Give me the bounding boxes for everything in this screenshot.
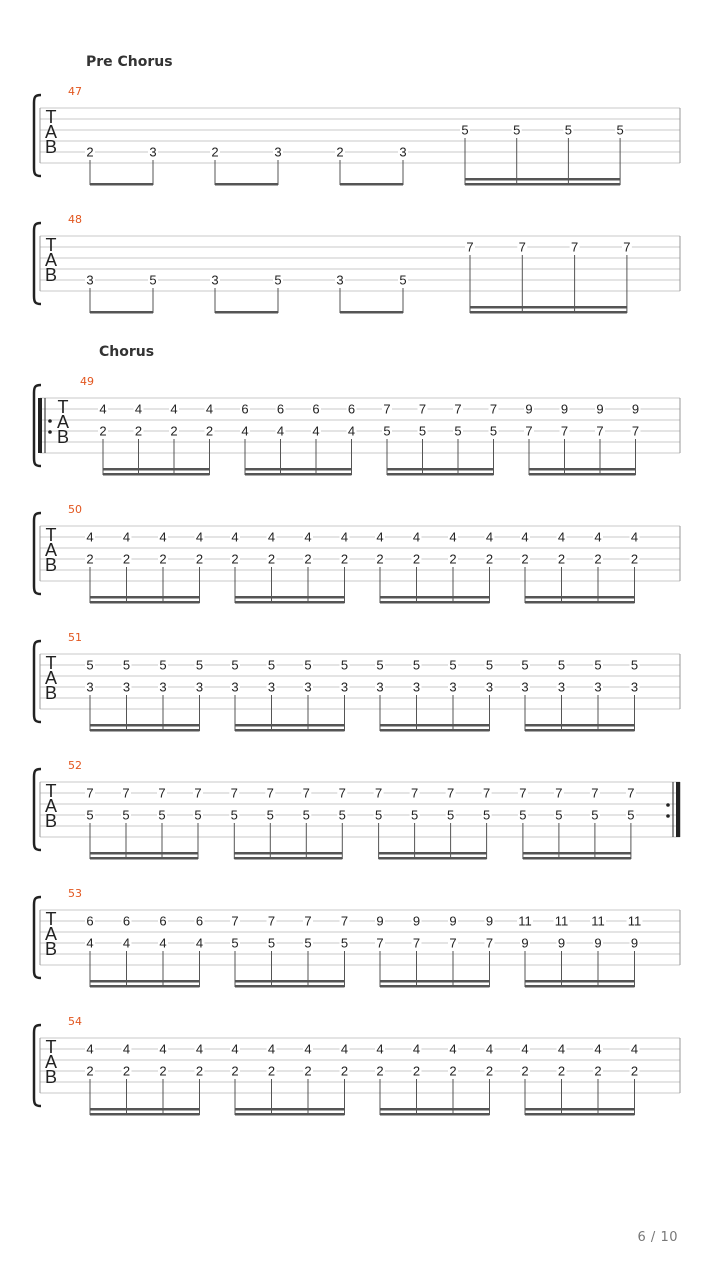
tab-clef-letter: A: [44, 250, 58, 270]
fret-number: 4: [195, 1041, 204, 1057]
fret-number: 2: [485, 551, 494, 567]
fret-number: 2: [594, 551, 602, 567]
fret-number: 5: [410, 807, 419, 823]
fret-number: 5: [485, 657, 494, 673]
fret-number: 4: [521, 1041, 529, 1057]
fret-number: 4: [340, 1041, 349, 1057]
fret-number: 7: [340, 913, 349, 929]
tab-clef-letter: B: [44, 137, 58, 157]
fret-number: 5: [454, 423, 462, 439]
fret-number: 4: [241, 423, 249, 439]
fret-number: 6: [347, 401, 356, 417]
fret-number: 7: [410, 785, 419, 801]
fret-number: 4: [170, 401, 178, 417]
fret-number: 2: [376, 1063, 384, 1079]
fret-number: 5: [304, 935, 312, 951]
fret-number: 4: [630, 529, 639, 545]
fret-number: 2: [86, 1063, 94, 1079]
tab-clef-letter: A: [44, 1052, 58, 1072]
fret-number: 7: [489, 401, 498, 417]
fret-number: 3: [122, 679, 131, 695]
fret-number: 4: [412, 1041, 421, 1057]
fret-number: 5: [564, 122, 573, 138]
fret-number: 3: [159, 679, 167, 695]
note-beam: [90, 1108, 200, 1111]
fret-number: 2: [521, 551, 529, 567]
fret-number: 5: [555, 807, 563, 823]
fret-number: 4: [159, 1041, 167, 1057]
fret-number: 4: [86, 529, 94, 545]
fret-number: 5: [149, 272, 157, 288]
fret-number: 2: [340, 551, 349, 567]
measure-number: 52: [68, 759, 82, 772]
fret-number: 4: [159, 935, 167, 951]
measure-number: 49: [80, 375, 94, 388]
fret-number: 4: [86, 1041, 94, 1057]
note-beam: [235, 1113, 345, 1116]
tab-clef-letter: B: [44, 555, 58, 575]
tab-clef-letter: A: [44, 540, 58, 560]
fret-number: 2: [630, 1063, 639, 1079]
fret-number: 9: [630, 935, 639, 951]
note-beam: [380, 1113, 490, 1116]
fret-number: 7: [519, 785, 527, 801]
fret-number: 4: [231, 529, 239, 545]
tab-clef-letter: A: [44, 924, 58, 944]
fret-number: 7: [631, 423, 640, 439]
fret-number: 4: [340, 529, 349, 545]
fret-number: 7: [122, 785, 130, 801]
fret-number: 2: [449, 1063, 457, 1079]
fret-number: 7: [383, 401, 391, 417]
fret-number: 7: [446, 785, 455, 801]
fret-number: 5: [521, 657, 529, 673]
fret-number: 9: [557, 935, 566, 951]
note-beam: [525, 1108, 635, 1111]
fret-number: 2: [630, 551, 639, 567]
note-beam: [235, 1108, 345, 1111]
fret-number: 5: [122, 807, 130, 823]
fret-number: 2: [267, 551, 276, 567]
fret-number: 9: [449, 913, 457, 929]
fret-number: 5: [267, 935, 276, 951]
fret-number: 3: [149, 144, 157, 160]
measure-number: 53: [68, 887, 82, 900]
tab-clef-letter: A: [44, 668, 58, 688]
tab-clef-letter: B: [44, 1067, 58, 1087]
fret-number: 9: [376, 913, 384, 929]
fret-number: 11: [518, 913, 532, 929]
measure-number: 50: [68, 503, 82, 516]
fret-number: 2: [231, 551, 239, 567]
fret-number: 3: [521, 679, 529, 695]
fret-number: 2: [170, 423, 178, 439]
fret-number: 5: [630, 657, 639, 673]
fret-number: 4: [557, 1041, 566, 1057]
fret-number: 4: [122, 1041, 131, 1057]
fret-number: 3: [399, 144, 407, 160]
fret-number: 7: [596, 423, 604, 439]
fret-number: 3: [86, 679, 94, 695]
fret-number: 5: [374, 807, 383, 823]
fret-number: 3: [485, 679, 494, 695]
fret-number: 2: [205, 423, 214, 439]
fret-number: 3: [267, 679, 276, 695]
fret-number: 7: [230, 785, 238, 801]
fret-number: 11: [591, 913, 605, 929]
fret-number: 2: [340, 1063, 349, 1079]
fret-number: 5: [340, 657, 349, 673]
fret-number: 9: [594, 935, 602, 951]
fret-number: 4: [594, 1041, 602, 1057]
tab-clef-letter: A: [44, 796, 58, 816]
fret-number: 5: [267, 657, 276, 673]
measure-number: 51: [68, 631, 82, 644]
fret-number: 5: [461, 122, 469, 138]
fret-number: 2: [557, 551, 566, 567]
fret-number: 7: [555, 785, 563, 801]
fret-number: 4: [267, 529, 276, 545]
fret-number: 5: [418, 423, 427, 439]
fret-number: 4: [304, 529, 312, 545]
fret-number: 7: [623, 239, 631, 255]
fret-number: 4: [231, 1041, 239, 1057]
fret-number: 5: [399, 272, 407, 288]
fret-number: 2: [122, 1063, 131, 1079]
fret-number: 2: [159, 551, 167, 567]
fret-number: 6: [241, 401, 249, 417]
fret-number: 7: [418, 401, 427, 417]
fret-number: 4: [557, 529, 566, 545]
fret-number: 2: [412, 551, 421, 567]
fret-number: 4: [449, 1041, 457, 1057]
fret-number: 5: [158, 807, 166, 823]
fret-number: 2: [485, 1063, 494, 1079]
fret-number: 4: [412, 529, 421, 545]
fret-number: 5: [591, 807, 599, 823]
measure-number: 48: [68, 213, 82, 226]
fret-number: 7: [376, 935, 384, 951]
fret-number: 5: [446, 807, 455, 823]
fret-number: 5: [594, 657, 602, 673]
fret-number: 2: [134, 423, 143, 439]
tab-clef-letter: B: [44, 939, 58, 959]
fret-number: 4: [347, 423, 356, 439]
fret-number: 5: [557, 657, 566, 673]
fret-number: 7: [304, 913, 312, 929]
fret-number: 7: [485, 935, 494, 951]
note-beam: [380, 1108, 490, 1111]
tab-clef-letter: T: [45, 525, 57, 545]
fret-number: 4: [205, 401, 214, 417]
fret-number: 4: [159, 529, 167, 545]
fret-number: 9: [412, 913, 421, 929]
fret-number: 5: [86, 657, 94, 673]
fret-number: 5: [340, 935, 349, 951]
section-title-chorus: Chorus: [99, 344, 155, 360]
fret-number: 7: [231, 913, 239, 929]
fret-number: 2: [304, 1063, 312, 1079]
fret-number: 2: [336, 144, 344, 160]
fret-number: 4: [485, 1041, 494, 1057]
fret-number: 2: [159, 1063, 167, 1079]
tab-clef-letter: B: [44, 683, 58, 703]
fret-number: 4: [99, 401, 107, 417]
fret-number: 3: [231, 679, 239, 695]
tab-clef-letter: A: [56, 412, 70, 432]
fret-number: 5: [86, 807, 94, 823]
fret-number: 5: [274, 272, 282, 288]
fret-number: 3: [594, 679, 602, 695]
fret-number: 4: [594, 529, 602, 545]
fret-number: 6: [312, 401, 320, 417]
fret-number: 7: [627, 785, 635, 801]
fret-number: 5: [231, 935, 239, 951]
fret-number: 3: [336, 272, 344, 288]
fret-number: 7: [449, 935, 457, 951]
fret-number: 7: [570, 239, 579, 255]
tab-clef-letter: T: [57, 397, 69, 417]
fret-number: 2: [99, 423, 107, 439]
tab-clef-letter: T: [45, 653, 57, 673]
fret-number: 2: [211, 144, 219, 160]
fret-number: 9: [560, 401, 569, 417]
fret-number: 7: [560, 423, 569, 439]
fret-number: 9: [631, 401, 640, 417]
fret-number: 3: [557, 679, 566, 695]
fret-number: 3: [86, 272, 94, 288]
fret-number: 2: [557, 1063, 566, 1079]
fret-number: 4: [276, 423, 285, 439]
fret-number: 4: [267, 1041, 276, 1057]
measure-number: 54: [68, 1015, 82, 1028]
tab-clef-letter: T: [45, 1037, 57, 1057]
tab-clef-letter: T: [45, 235, 57, 255]
note-beam: [90, 1113, 200, 1116]
fret-number: 5: [412, 657, 421, 673]
fret-number: 2: [449, 551, 457, 567]
fret-number: 3: [630, 679, 639, 695]
fret-number: 3: [211, 272, 219, 288]
fret-number: 7: [591, 785, 599, 801]
fret-number: 9: [485, 913, 494, 929]
fret-number: 5: [159, 657, 167, 673]
fret-number: 7: [466, 239, 474, 255]
fret-number: 3: [340, 679, 349, 695]
fret-number: 5: [266, 807, 274, 823]
fret-number: 4: [304, 1041, 312, 1057]
fret-number: 4: [521, 529, 529, 545]
fret-number: 6: [122, 913, 131, 929]
fret-number: 2: [594, 1063, 602, 1079]
fret-number: 5: [122, 657, 131, 673]
fret-number: 3: [449, 679, 457, 695]
fret-number: 4: [449, 529, 457, 545]
fret-number: 2: [376, 551, 384, 567]
tab-clef-letter: A: [44, 122, 58, 142]
fret-number: 7: [266, 785, 274, 801]
page-number: 6 / 10: [637, 1230, 678, 1245]
fret-number: 5: [194, 807, 202, 823]
fret-number: 3: [274, 144, 282, 160]
fret-number: 2: [195, 1063, 204, 1079]
fret-number: 4: [86, 935, 94, 951]
tab-clef-letter: B: [44, 265, 58, 285]
fret-number: 6: [276, 401, 285, 417]
fret-number: 4: [195, 529, 204, 545]
measure-number: 47: [68, 85, 82, 98]
fret-number: 7: [302, 785, 310, 801]
fret-number: 5: [449, 657, 457, 673]
tab-clef-letter: T: [45, 781, 57, 801]
fret-number: 7: [525, 423, 533, 439]
fret-number: 2: [304, 551, 312, 567]
tab-clef-letter: B: [56, 427, 70, 447]
fret-number: 4: [122, 935, 131, 951]
fret-number: 5: [519, 807, 527, 823]
fret-number: 2: [412, 1063, 421, 1079]
fret-number: 3: [376, 679, 384, 695]
fret-number: 2: [86, 551, 94, 567]
fret-number: 11: [554, 913, 569, 929]
fret-number: 5: [616, 122, 624, 138]
fret-number: 9: [521, 935, 529, 951]
fret-number: 7: [86, 785, 94, 801]
fret-number: 3: [304, 679, 312, 695]
fret-number: 7: [338, 785, 346, 801]
fret-number: 6: [159, 913, 167, 929]
fret-number: 7: [412, 935, 421, 951]
fret-number: 7: [482, 785, 491, 801]
tab-clef-letter: T: [45, 107, 57, 127]
fret-number: 5: [376, 657, 384, 673]
fret-number: 4: [122, 529, 131, 545]
fret-number: 2: [122, 551, 131, 567]
fret-number: 5: [338, 807, 346, 823]
fret-number: 5: [513, 122, 521, 138]
fret-number: 2: [231, 1063, 239, 1079]
fret-number: 3: [195, 679, 204, 695]
fret-number: 4: [312, 423, 320, 439]
fret-number: 4: [376, 529, 384, 545]
fret-number: 2: [86, 144, 94, 160]
fret-number: 9: [596, 401, 604, 417]
fret-number: 7: [158, 785, 166, 801]
tab-clef-letter: B: [44, 811, 58, 831]
fret-number: 5: [627, 807, 635, 823]
section-title-pre-chorus: Pre Chorus: [86, 54, 173, 70]
fret-number: 7: [518, 239, 526, 255]
fret-number: 9: [525, 401, 533, 417]
fret-number: 2: [195, 551, 204, 567]
fret-number: 3: [412, 679, 421, 695]
fret-number: 5: [304, 657, 312, 673]
fret-number: 5: [230, 807, 238, 823]
fret-number: 7: [267, 913, 276, 929]
fret-number: 5: [489, 423, 498, 439]
fret-number: 4: [485, 529, 494, 545]
fret-number: 5: [302, 807, 310, 823]
fret-number: 5: [195, 657, 204, 673]
fret-number: 4: [376, 1041, 384, 1057]
fret-number: 2: [521, 1063, 529, 1079]
fret-number: 4: [195, 935, 204, 951]
fret-number: 5: [231, 657, 239, 673]
fret-number: 7: [374, 785, 383, 801]
fret-number: 6: [195, 913, 204, 929]
fret-number: 11: [627, 913, 642, 929]
fret-number: 7: [194, 785, 202, 801]
fret-number: 6: [86, 913, 94, 929]
tab-clef-letter: T: [45, 909, 57, 929]
note-beam: [525, 1113, 635, 1116]
fret-number: 5: [482, 807, 491, 823]
fret-number: 7: [454, 401, 462, 417]
fret-number: 2: [267, 1063, 276, 1079]
fret-number: 5: [383, 423, 391, 439]
fret-number: 4: [630, 1041, 639, 1057]
fret-number: 4: [134, 401, 143, 417]
